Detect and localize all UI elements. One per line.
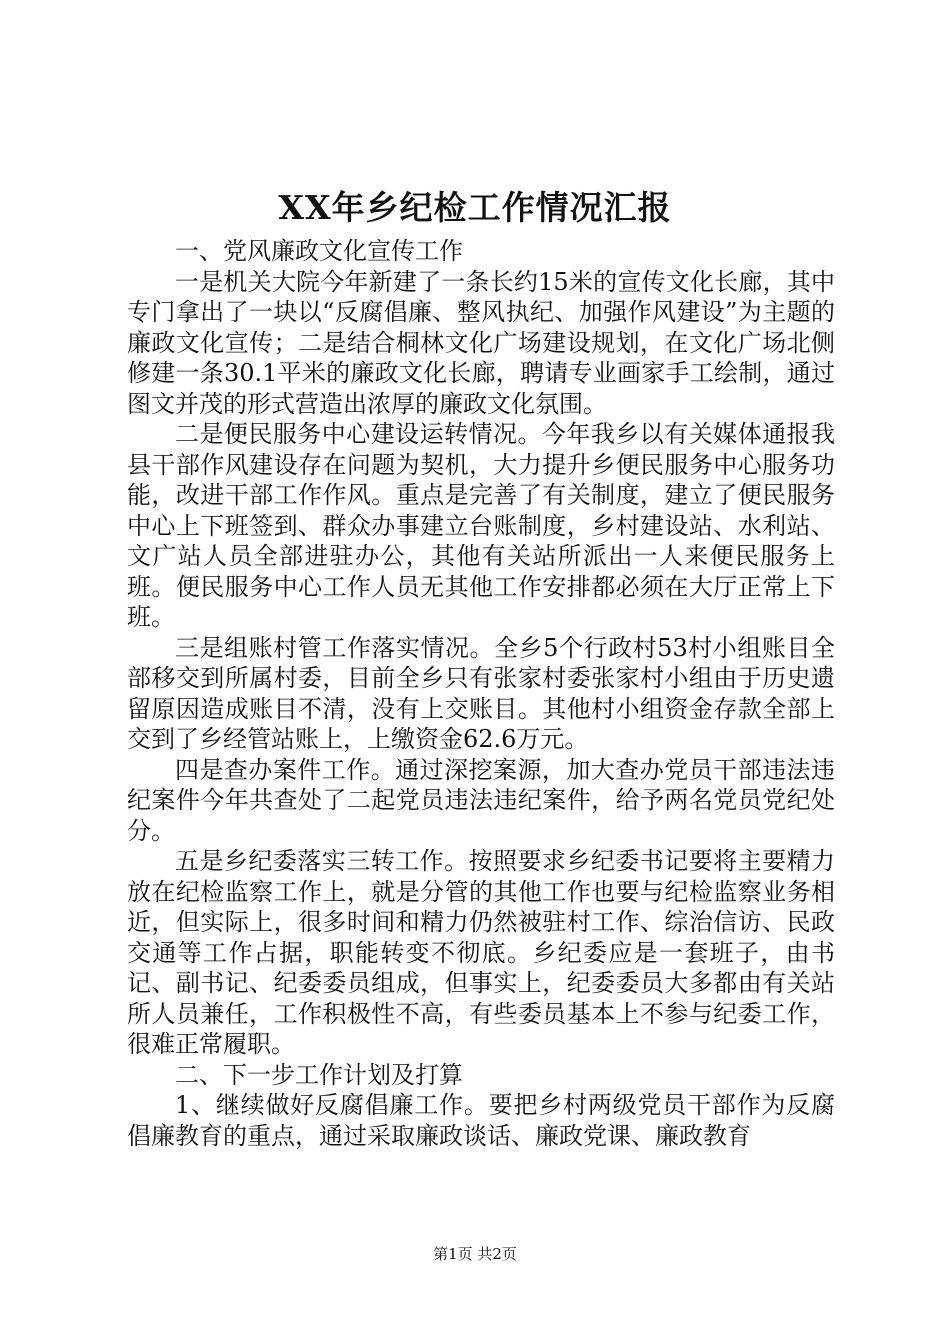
paragraph-4: 四是查办案件工作。通过深挖案源，加大查办党员干部违法违纪案件今年共查处了二起党员违法违纪案件，给予两名党员党纪处分。 bbox=[127, 755, 835, 845]
section-heading-2: 二、下一步工作计划及打算 bbox=[175, 1060, 463, 1089]
paragraph-2: 二是便民服务中心建设运转情况。今年我乡以有关媒体通报我县干部作风建设存在问题为契机，大力提升乡便民服务中心服务功能，改进干部工作作风。重点是完善了有关制度，建立了便民服务中心上下班签到、群众办事建立台账制度，乡村建设站、水利站、文广站人员全部进驻办公，其他有关站所派出一人来便民服务上班。便民服务中心工作人员无其他工作安排都必须在大厅正常上下班。 bbox=[127, 420, 835, 631]
document-title: XX年乡纪检工作情况汇报 bbox=[278, 188, 672, 227]
paragraph-5: 五是乡纪委落实三转工作。按照要求乡纪委书记要将主要精力放在纪检监察工作上，就是分管的其他工作也要与纪检监察业务相近，但实际上，很多时间和精力仍然被驻村工作、综治信访、民政交通等工作占据，职能转变不彻底。乡纪委应是一套班子，由书记、副书记、纪委委员组成，但事实上，纪委委员大多都由有关站所人员兼任，工作积极性不高，有些委员基本上不参与纪委工作，很难正常履职。 bbox=[127, 847, 835, 1058]
paragraph-6: 1、继续做好反腐倡廉工作。要把乡村两级党员干部作为反腐倡廉教育的重点，通过采取廉政谈话、廉政党课、廉政教育 bbox=[127, 1091, 835, 1150]
page-footer: 第1页 共2页 bbox=[433, 1245, 517, 1263]
document-body bbox=[127, 236, 835, 1151]
section-heading-1: 一、党风廉政文化宣传工作 bbox=[175, 237, 463, 265]
paragraph-3: 三是组账村管工作落实情况。全乡5个行政村53村小组账目全部移交到所属村委，目前全乡只有张家村委张家村小组由于历史遗留原因造成账目不清，没有上交账目。其他村小组资金存款全部上交到了乡经管站账上，上缴资金62.6万元。 bbox=[127, 633, 835, 753]
paragraph-1: 一是机关大院今年新建了一条长约15米的宣传文化长廊，其中专门拿出了一块以“反腐倡廉、整风执纪、加强作风建设”为主题的廉政文化宣传；二是结合桐林文化广场建设规划，在文化广场北侧修建一条30.1平米的廉政文化长廊，聘请专业画家手工绘制，通过图文并茂的形式营造出浓厚的廉政文化氛围。 bbox=[127, 267, 835, 418]
